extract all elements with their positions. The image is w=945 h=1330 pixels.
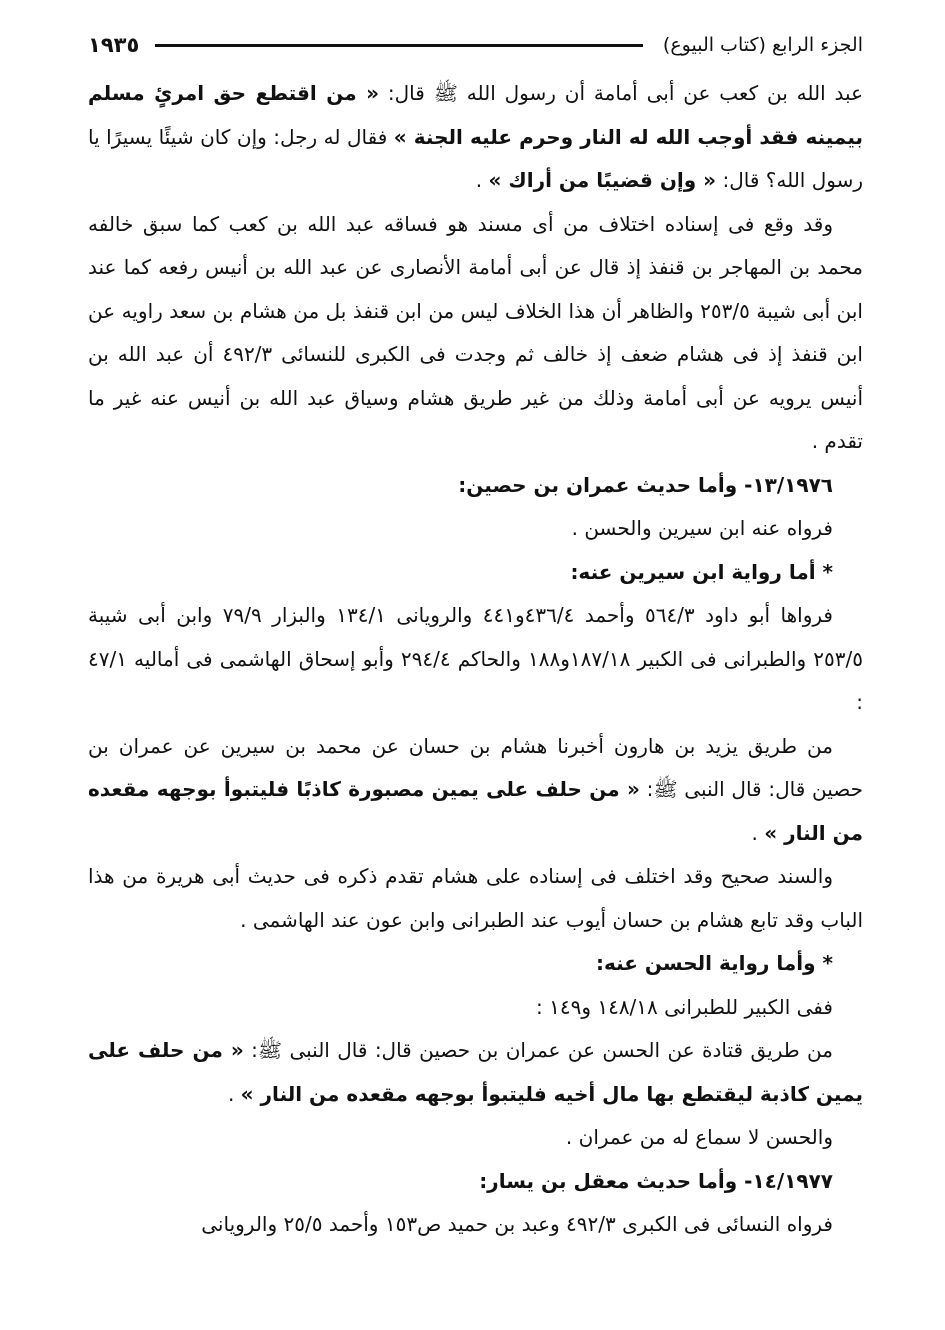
paragraph-6: والسند صحيح وقد اختلف فى إسناده على هشام تقدم ذكره فى حديث أبى هريرة من هذا الباب وقد تابع هشام بن حسان أيوب عند الطبرانى وابن عون عند الهاشمى . [88,864,863,932]
hadith-quote-3: « من حلف على يمين مصبورة كاذبًا فليتبوأ بوجهه مقعده من النار » [88,777,863,845]
paragraph-5 [88,725,863,856]
header-rule [155,44,643,47]
paragraph-2: وقد وقع فى إسناده اختلاف من أى مسند هو فساقه عبد الله بن كعب كما سبق خالفه محمد بن المهاجر بن قنفذ إذ قال عن أبى أمامة الأنصارى عن عبد الله بن أنيس رفعه كما عند ابن أبى شيبة ٢٥٣/٥ والظاهر أن هذا الخلاف ليس من ابن قنفذ بل من هشام بن سعد راويه عن ابن قنفذ إذ فى هشام ضعف إذ خالف ثم وجدت فى الكبرى للنسائى ٤٩٢/٣ أن عبد الله بن أنيس يرويه عن أبى أمامة وذلك من غير طريق هشام وسياق عبد الله بن أنيس عنه غير ما تقدم . [88,211,863,453]
subheading-hasan: * وأما رواية الحسن عنه: [595,951,833,975]
paragraph-5-text-a: من طريق يزيد بن هارون أخبرنا هشام بن حسان عن محمد بن سيرين عن عمران بن حصين قال: قال النبى ﷺ: [88,733,863,801]
paragraph-1-text-a: عبد الله بن كعب عن أبى أمامة أن رسول الله ﷺ قال: [379,81,863,105]
page-header [88,28,863,62]
paragraph-9: والحسن لا سماع له من عمران . [565,1125,833,1149]
paragraph-1-text-c: فقال له رجل: وإن كان شيئًا يسيرًا يا رسول الله؟ قال: [88,124,863,192]
book-page [88,28,863,1310]
paragraph-5-text-c: . [751,820,765,845]
hadith-quote-4: « من حلف على يمين كاذبة ليقتطع بها مال أخيه فليتبوأ بوجهه مقعده من النار » [88,1038,863,1106]
section-heading-1977: ١٤/١٩٧٧- وأما حديث معقل بن يسار: [479,1168,833,1193]
paragraph-1 [88,72,863,203]
paragraph-8 [88,1029,863,1116]
hadith-quote-1: « من اقتطع حق امرئٍ مسلم بيمينه فقد أوجب الله له النار وحرم عليه الجنة » [88,81,863,149]
subheading-ibn-sirin: * أما رواية ابن سيرين عنه: [570,559,833,584]
paragraph-10: فرواه النسائى فى الكبرى ٤٩٢/٣ وعبد بن حميد ص١٥٣ وأحمد ٢٥/٥ والرويانى [201,1212,833,1236]
paragraph-8-text-c: . [227,1081,241,1106]
page-number: ١٩٣٥ [88,33,140,57]
paragraph-3: فرواه عنه ابن سيرين والحسن . [571,516,833,540]
paragraph-4: فرواها أبو داود ٥٦٤/٣ وأحمد ٤٣٦/٤و٤٤١ والرويانى ١٣٤/١ والبزار ٧٩/٩ وابن أبى شيبة ٢٥٣/٥ والطبرانى فى الكبير ١٨٧/١٨و١٨٨ والحاكم ٢٩٤/٤ وأبو إسحاق الهاشمى فى أماليه ٤٧/١ : [88,603,864,714]
paragraph-8-text-a: من طريق قتادة عن الحسن عن عمران بن حصين قال: قال النبى ﷺ: [243,1038,833,1062]
hadith-quote-2: « وإن قضيبًا من أراك » [488,168,717,192]
paragraph-1-text-e: . [475,168,489,192]
paragraph-7: ففى الكبير للطبرانى ١٤٨/١٨ و١٤٩ : [535,994,833,1019]
running-title: الجزء الرابع (كتاب البيوع) [662,34,863,56]
section-heading-1976: ١٣/١٩٧٦- وأما حديث عمران بن حصين: [458,472,833,497]
